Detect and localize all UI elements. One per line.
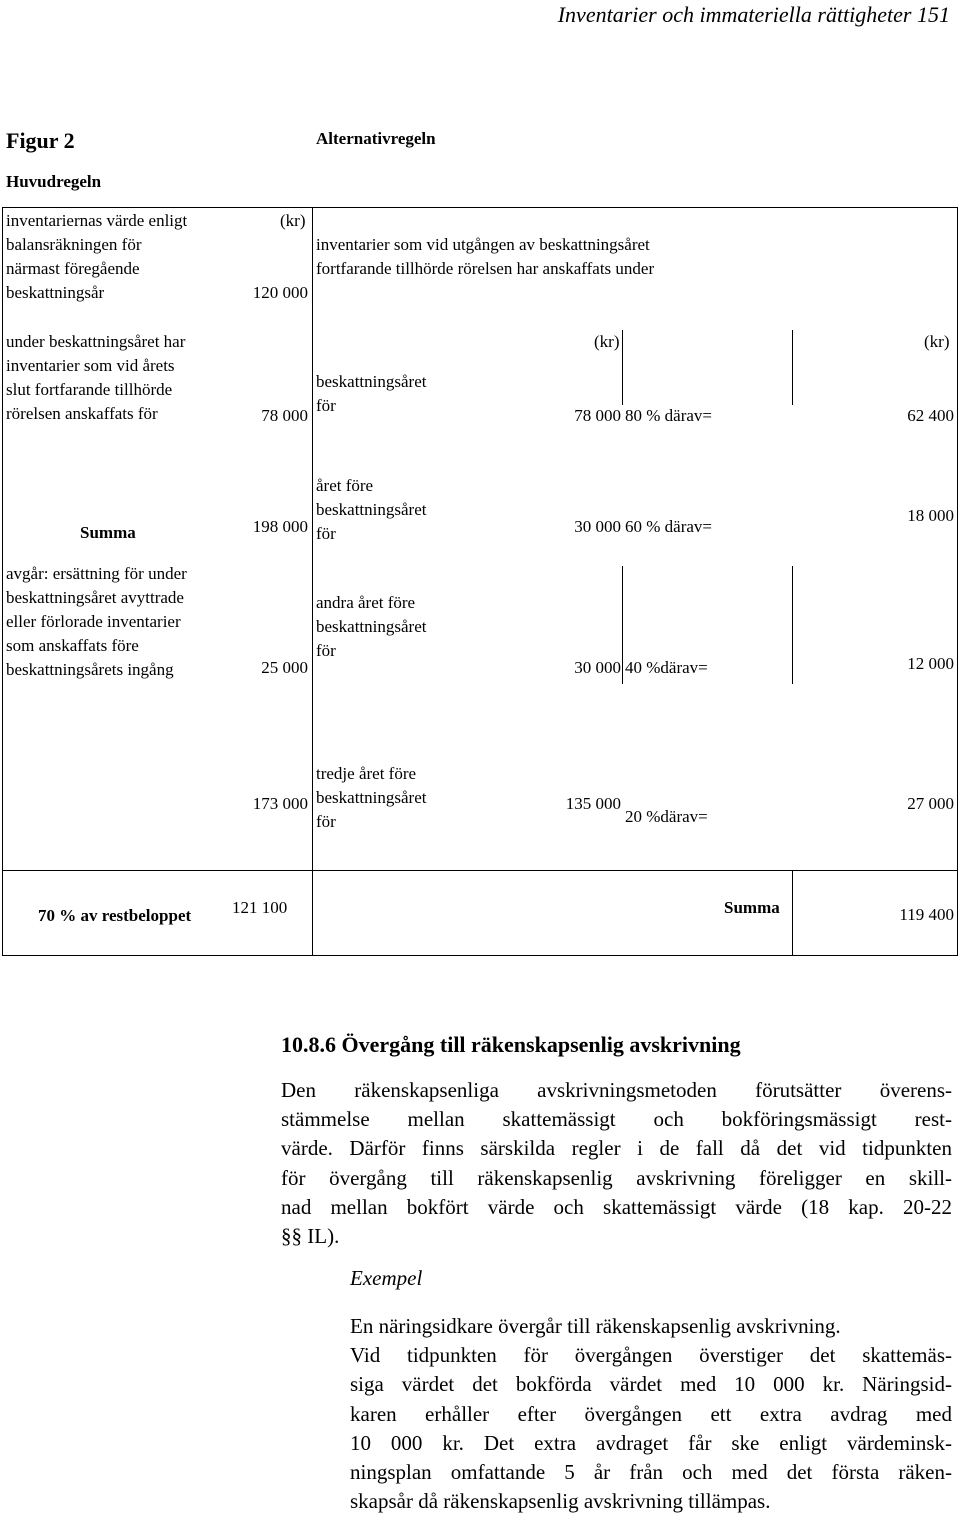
row3-left-label: Summa — [80, 523, 136, 542]
figure-inner-divider-3 — [622, 566, 623, 684]
row3-period: året före beskattningsåret för — [316, 476, 427, 543]
running-header: Inventarier och immateriella rättigheter 151 — [557, 2, 950, 27]
section-heading: 10.8.6 Övergång till räkenskapsenlig avskrivning — [281, 1032, 741, 1057]
row6-top-border — [2, 870, 958, 871]
figure-top-border — [2, 207, 958, 208]
row2-left-label: under beskattningsåret har inventarier som vid årets slut fortfarande tillhörde rörelsen anskaffats för — [6, 332, 186, 423]
figure-inner-divider-1 — [622, 330, 623, 405]
example-paragraph: En näringsidkare övergår till räkenskapsenlig avskrivning. Vid tidpunkten för övergången överstiger det skattemäs- siga värdet det bokförda värdet med 10 000 kr. Näringsid- karen erhåller efter övergången ett extra avdrag med 10 000 kr. Det extra avdraget får ske enligt värdeminsk- ningsplan omfattande 5 år från och med det första räken- skapsår då räkenskapsenlig avskrivning tillämpas. — [350, 1314, 952, 1514]
row2-value: 78 000 — [261, 406, 308, 425]
row4-left-label: avgår: ersättning för under beskattningsåret avyttrade eller förlorade inventarier som anskaffats före beskattningsårets ingång — [6, 564, 187, 679]
figure-left-border — [2, 207, 3, 956]
row2-unit1: (kr) — [594, 332, 620, 351]
row1-value: 120 000 — [252, 283, 308, 302]
figure-right-border — [957, 207, 958, 956]
row2-result: 62 400 — [907, 406, 954, 425]
row1-unit: (kr) — [280, 211, 306, 230]
figure-inner-divider-2 — [792, 330, 793, 405]
row5-amount: 135 000 — [565, 794, 621, 813]
row1-right-text: inventarier som vid utgången av beskattningsåret fortfarande tillhörde rörelsen har anskaffats under — [316, 235, 655, 278]
row4-amount: 30 000 — [574, 658, 621, 677]
row2-amount: 78 000 — [574, 406, 621, 425]
row6-left-label: 70 % av restbeloppet — [38, 906, 192, 925]
row5-value: 173 000 — [252, 794, 308, 813]
row4-value: 25 000 — [261, 658, 308, 677]
row1-left-label: inventariernas värde enligt balansräkningen för närmast föregående beskattningsår — [6, 211, 188, 302]
figure-center-divider — [312, 207, 313, 956]
row4-period: andra året före beskattningsåret för — [316, 593, 427, 660]
row4-result: 12 000 — [907, 654, 954, 673]
row5-rate: 20 %därav= — [625, 807, 708, 826]
row6-value: 121 100 — [232, 898, 288, 917]
figure-bottom-border — [2, 955, 958, 956]
row6-right-label: Summa — [724, 898, 780, 917]
row5-period: tredje året före beskattningsåret för — [316, 764, 427, 831]
row6-result: 119 400 — [899, 905, 954, 924]
row2-unit2: (kr) — [924, 332, 950, 351]
row3-value: 198 000 — [252, 517, 308, 536]
figure-inner-divider-5 — [792, 870, 793, 956]
row3-result: 18 000 — [907, 506, 954, 525]
section-paragraph: Den räkenskapsenliga avskrivningsmetoden förutsätter överens- stämmelse mellan skattemässigt och bokföringsmässigt rest- värde. Därför finns särskilda regler i de fall då det vid tidpunkten för övergång till räkenskapsenlig avskrivning föreligger en skill- nad mellan bokfört värde och skattemässigt värde (18 kap. 20-22 §§ IL). — [281, 1078, 952, 1249]
row2-rate: 80 % därav= — [625, 406, 713, 425]
figure-inner-divider-4 — [792, 566, 793, 684]
left-heading: Huvudregeln — [6, 172, 102, 191]
right-heading: Alternativregeln — [316, 129, 436, 148]
row3-rate: 60 % därav= — [625, 517, 713, 536]
row3-amount: 30 000 — [574, 517, 621, 536]
row5-result: 27 000 — [907, 794, 954, 813]
example-label: Exempel — [350, 1266, 423, 1290]
figure-title: Figur 2 — [6, 128, 75, 153]
row4-rate: 40 %därav= — [625, 658, 708, 677]
row2-period: beskattningsåret för — [316, 372, 427, 415]
